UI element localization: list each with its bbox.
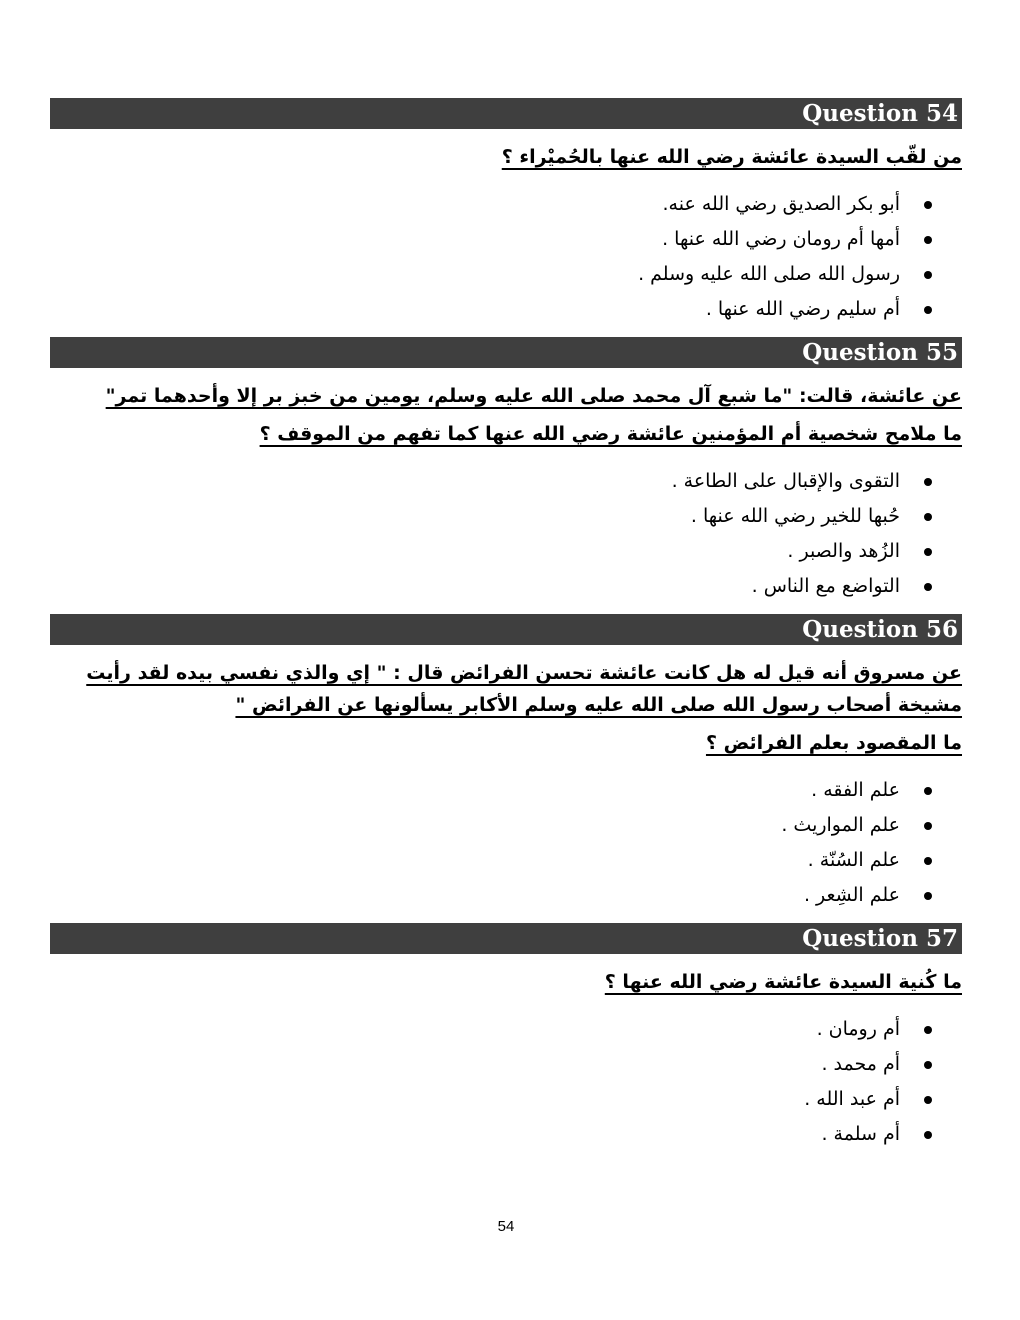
option-text: علم الشِعر .	[803, 884, 900, 906]
option-item	[50, 843, 932, 878]
question-header: Question 54	[50, 98, 962, 129]
bullet-icon	[924, 306, 932, 314]
option-text: علم المواريث .	[781, 814, 900, 836]
option-item	[50, 499, 932, 534]
bullet-icon	[924, 1096, 932, 1104]
option-text: أمها أم رومان رضي الله عنها .	[662, 228, 900, 250]
question-text: من لقّب السيدة عائشة رضي الله عنها بالحُميْراء ؟	[501, 146, 962, 168]
option-text: أم عبد الله .	[804, 1088, 900, 1110]
bullet-icon	[924, 1061, 932, 1069]
question-56	[50, 614, 962, 913]
options-list	[50, 1012, 962, 1152]
question-54	[50, 98, 962, 327]
option-item	[50, 534, 932, 569]
bullet-icon	[924, 271, 932, 279]
option-text: أبو بكر الصديق رضي الله عنه.	[662, 193, 900, 215]
option-text: أم سليم رضي الله عنها .	[705, 298, 900, 320]
question-header: Question 57	[50, 923, 962, 954]
option-item	[50, 257, 932, 292]
option-text: أم محمد .	[821, 1053, 900, 1075]
option-text: علم الفقه .	[811, 779, 900, 801]
question-text: ما ملامح شخصية أم المؤمنين عائشة رضي الله عنها كما تفهم من الموقف ؟	[259, 423, 962, 445]
option-text: رسول الله صلى الله عليه وسلم .	[638, 263, 900, 285]
option-item	[50, 1047, 932, 1082]
option-text: حُبها للخير رضي الله عنها .	[690, 505, 900, 527]
option-text: أم رومان .	[816, 1018, 900, 1040]
option-item	[50, 773, 932, 808]
option-text: الزُهد والصبر .	[787, 540, 900, 562]
option-item	[50, 878, 932, 913]
option-text: التواضع مع الناس .	[751, 575, 900, 597]
bullet-icon	[924, 892, 932, 900]
question-55	[50, 337, 962, 604]
option-item	[50, 1117, 932, 1152]
options-list	[50, 464, 962, 604]
option-text: التقوى والإقبال على الطاعة .	[671, 470, 900, 492]
options-list	[50, 187, 962, 327]
bullet-icon	[924, 478, 932, 486]
option-text: أم سلمة .	[821, 1123, 900, 1145]
question-text: ما كُنية السيدة عائشة رضي الله عنها ؟	[604, 971, 962, 993]
bullet-icon	[924, 548, 932, 556]
question-quote: عن عائشة، قالت: "ما شبع آل محمد صلى الله عليه وسلم، يومين من خبز بر إلا وأحدهما تمر"	[105, 385, 962, 407]
question-header: Question 55	[50, 337, 962, 368]
option-item	[50, 808, 932, 843]
question-text: ما المقصود بعلم الفرائض ؟	[705, 732, 962, 754]
bullet-icon	[924, 822, 932, 830]
bullet-icon	[924, 201, 932, 209]
question-quote: عن مسروق أنه قيل له هل كانت عائشة تحسن الفرائض قال : " إي والذي نفسي بيده لقد رأيت مشيخة أصحاب رسول الله صلى الله عليه وسلم الأكابر يسألونها عن الفرائض "	[86, 662, 962, 716]
quiz-page	[50, 98, 962, 1162]
option-item	[50, 569, 932, 604]
question-57	[50, 923, 962, 1152]
option-item	[50, 1082, 932, 1117]
option-item	[50, 222, 932, 257]
options-list	[50, 773, 962, 913]
option-item	[50, 464, 932, 499]
option-item	[50, 187, 932, 222]
bullet-icon	[924, 583, 932, 591]
question-header: Question 56	[50, 614, 962, 645]
bullet-icon	[924, 1131, 932, 1139]
bullet-icon	[924, 513, 932, 521]
bullet-icon	[924, 857, 932, 865]
bullet-icon	[924, 1026, 932, 1034]
bullet-icon	[924, 787, 932, 795]
bullet-icon	[924, 236, 932, 244]
option-item	[50, 292, 932, 327]
page-number: 54	[497, 1218, 515, 1235]
option-text: علم السُنّة .	[807, 849, 900, 871]
option-item	[50, 1012, 932, 1047]
